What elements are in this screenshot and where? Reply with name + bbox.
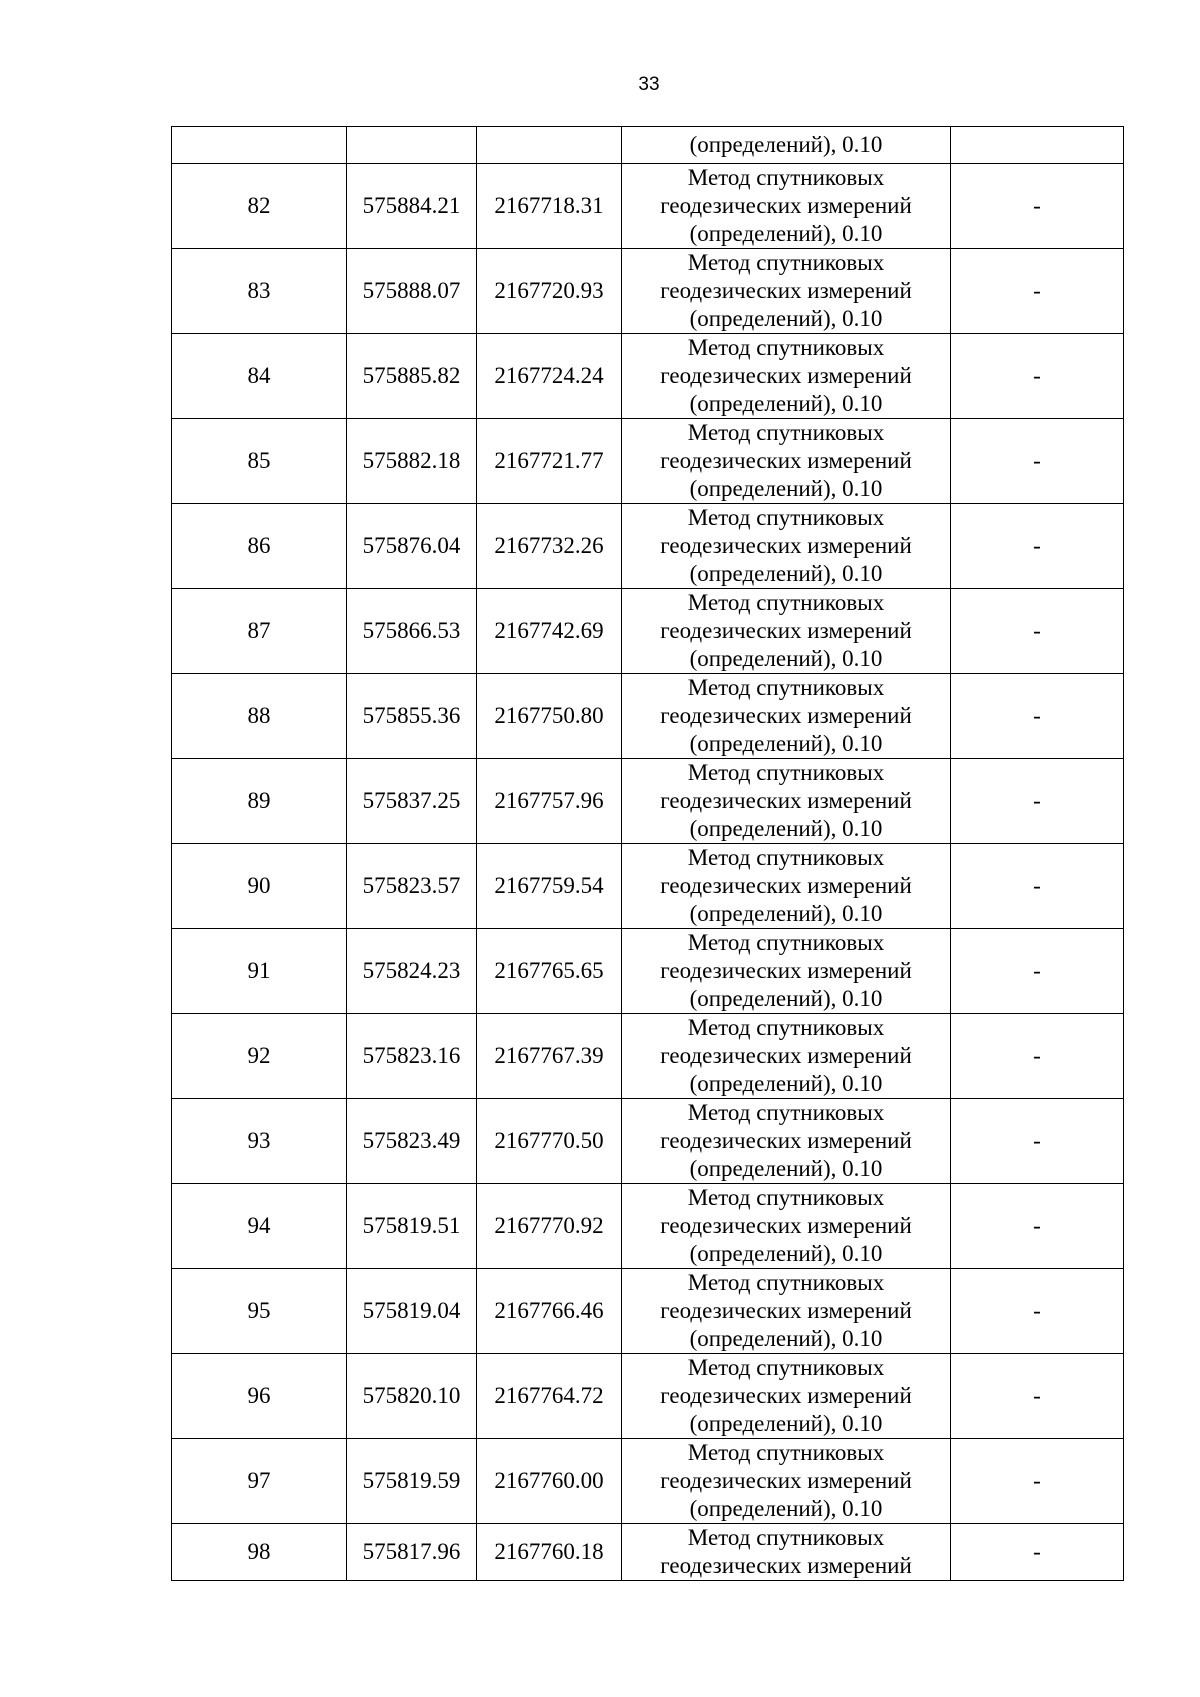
method-line: Метод спутниковых [687,760,885,785]
cell-note: - [951,1099,1124,1184]
cell-note: - [951,844,1124,929]
table-row-continuation [172,127,1124,164]
cell-point-number: 85 [172,419,347,504]
cell-point-number: 88 [172,674,347,759]
cell-point-number: 89 [172,759,347,844]
table-row [172,419,1124,504]
cell-y: 2167720.93 [477,249,622,334]
cell-method [622,1184,951,1269]
method-line: Метод спутниковых [687,505,885,530]
cell-x: 575823.16 [347,1014,477,1099]
cell-note: - [951,1014,1124,1099]
method-line: геодезических измерений [660,193,912,218]
cell-point-number: 95 [172,1269,347,1354]
method-line: геодезических измерений [660,1383,912,1408]
cell-method [622,1269,951,1354]
cell-method [622,1524,951,1581]
cell-x: 575817.96 [347,1524,477,1581]
method-line: геодезических измерений [660,1468,912,1493]
method-line: Метод спутниковых [687,1355,885,1380]
cell-note: - [951,929,1124,1014]
cell-point-number: 93 [172,1099,347,1184]
method-line: геодезических измерений [660,788,912,813]
cell-point-number: 94 [172,1184,347,1269]
method-line: (определений), 0.10 [689,1241,883,1266]
cell-y: 2167765.65 [477,929,622,1014]
cell-method [622,249,951,334]
table-row [172,1439,1124,1524]
cell-method [622,504,951,589]
cell-note: - [951,759,1124,844]
cell-y: 2167750.80 [477,674,622,759]
method-line: (определений), 0.10 [689,986,883,1011]
table-row [172,504,1124,589]
cell-note: - [951,1439,1124,1524]
cell-y: 2167766.46 [477,1269,622,1354]
cell-point-number: 82 [172,164,347,249]
cell-y: 2167760.18 [477,1524,622,1581]
cell-note: - [951,419,1124,504]
method-line: Метод спутниковых [687,1100,885,1125]
method-line: (определений), 0.10 [689,646,883,671]
cell-x: 575823.49 [347,1099,477,1184]
table-row [172,1269,1124,1354]
method-line: Метод спутниковых [687,1185,885,1210]
method-line: геодезических измерений [660,958,912,983]
cell-y: 2167760.00 [477,1439,622,1524]
table-row [172,1524,1124,1581]
cell-x: 575888.07 [347,249,477,334]
method-line: геодезических измерений [660,703,912,728]
coordinates-table [171,126,1124,1581]
method-line: (определений), 0.10 [689,1326,883,1351]
method-line: (определений), 0.10 [689,561,883,586]
cell-note: - [951,589,1124,674]
cell-x: 575837.25 [347,759,477,844]
cell-note: - [951,1524,1124,1581]
method-line: (определений), 0.10 [689,816,883,841]
method-line: Метод спутниковых [687,1015,885,1040]
method-line: (определений), 0.10 [689,1411,883,1436]
cell-y: 2167767.39 [477,1014,622,1099]
cell-method [622,1439,951,1524]
method-line: геодезических измерений [660,618,912,643]
cell-point-number: 97 [172,1439,347,1524]
cell-point-number: 98 [172,1524,347,1581]
method-line: Метод спутниковых [687,250,885,275]
cell-method [622,1354,951,1439]
table-row [172,334,1124,419]
method-line: геодезических измерений [660,363,912,388]
cell-x: 575885.82 [347,334,477,419]
cell-x: 575884.21 [347,164,477,249]
method-line: (определений), 0.10 [689,391,883,416]
cell-method [622,759,951,844]
cell-note: - [951,249,1124,334]
cell-note: - [951,1269,1124,1354]
cell-x: 575866.53 [347,589,477,674]
cell-x: 575819.04 [347,1269,477,1354]
cell-x: 575876.04 [347,504,477,589]
cell-method [622,334,951,419]
cell-x: 575855.36 [347,674,477,759]
table-row [172,1184,1124,1269]
method-line: Метод спутниковых [687,1440,885,1465]
cell-method [622,419,951,504]
method-line: (определений), 0.10 [689,476,883,501]
method-line: геодезических измерений [660,533,912,558]
method-line: (определений), 0.10 [689,1156,883,1181]
cell-point-number: 86 [172,504,347,589]
method-line: Метод спутниковых [687,335,885,360]
method-line: (определений), 0.10 [689,731,883,756]
cell-point-number: 83 [172,249,347,334]
method-line: (определений), 0.10 [689,901,883,926]
cell-point-number: 90 [172,844,347,929]
method-line: Метод спутниковых [687,590,885,615]
cell-y: 2167721.77 [477,419,622,504]
cell-y: 2167742.69 [477,589,622,674]
table-row [172,929,1124,1014]
table-row [172,1354,1124,1439]
method-line: геодезических измерений [660,1128,912,1153]
cell-point-number: 91 [172,929,347,1014]
table-row [172,164,1124,249]
coordinates-table-body [172,127,1124,1581]
cell-point-number: 87 [172,589,347,674]
cell-note: - [951,164,1124,249]
method-line: (определений), 0.10 [689,221,883,246]
cell-note: - [951,674,1124,759]
cell-method [622,164,951,249]
cell-x: 575882.18 [347,419,477,504]
cell-x [347,127,477,164]
cell-method [622,1014,951,1099]
method-line: Метод спутниковых [687,675,885,700]
cell-method [622,929,951,1014]
table-row [172,249,1124,334]
cell-x: 575819.51 [347,1184,477,1269]
table-row [172,1099,1124,1184]
method-line: Метод спутниковых [687,1525,885,1550]
method-line: Метод спутниковых [687,930,885,955]
cell-x: 575824.23 [347,929,477,1014]
cell-y: 2167724.24 [477,334,622,419]
cell-method: (определений), 0.10 [622,127,951,164]
method-line: геодезических измерений [660,1553,912,1578]
cell-point-number: 84 [172,334,347,419]
method-line: Метод спутниковых [687,1270,885,1295]
cell-y: 2167759.54 [477,844,622,929]
cell-y: 2167770.92 [477,1184,622,1269]
cell-note [951,127,1124,164]
method-line: Метод спутниковых [687,420,885,445]
cell-y: 2167732.26 [477,504,622,589]
table-row [172,1014,1124,1099]
page-number: 33 [638,74,660,95]
cell-method [622,674,951,759]
cell-y: 2167757.96 [477,759,622,844]
cell-y: 2167770.50 [477,1099,622,1184]
method-line: геодезических измерений [660,278,912,303]
method-line: (определений), 0.10 [689,306,883,331]
method-line: геодезических измерений [660,1043,912,1068]
method-line: (определений), 0.10 [689,1071,883,1096]
cell-point-number: 96 [172,1354,347,1439]
cell-y: 2167718.31 [477,164,622,249]
cell-method [622,589,951,674]
cell-x: 575820.10 [347,1354,477,1439]
method-line: Метод спутниковых [687,845,885,870]
table-row [172,759,1124,844]
method-line: геодезических измерений [660,1213,912,1238]
cell-y [477,127,622,164]
cell-method [622,1099,951,1184]
method-line: (определений), 0.10 [689,1496,883,1521]
cell-method [622,844,951,929]
cell-x: 575823.57 [347,844,477,929]
cell-note: - [951,1184,1124,1269]
table-row [172,674,1124,759]
cell-point-number: 92 [172,1014,347,1099]
method-line: геодезических измерений [660,873,912,898]
cell-x: 575819.59 [347,1439,477,1524]
method-line: геодезических измерений [660,1298,912,1323]
cell-y: 2167764.72 [477,1354,622,1439]
cell-note: - [951,504,1124,589]
cell-note: - [951,1354,1124,1439]
method-line: геодезических измерений [660,448,912,473]
cell-point-number [172,127,347,164]
table-row [172,844,1124,929]
method-line: Метод спутниковых [687,165,885,190]
table-row [172,589,1124,674]
cell-note: - [951,334,1124,419]
